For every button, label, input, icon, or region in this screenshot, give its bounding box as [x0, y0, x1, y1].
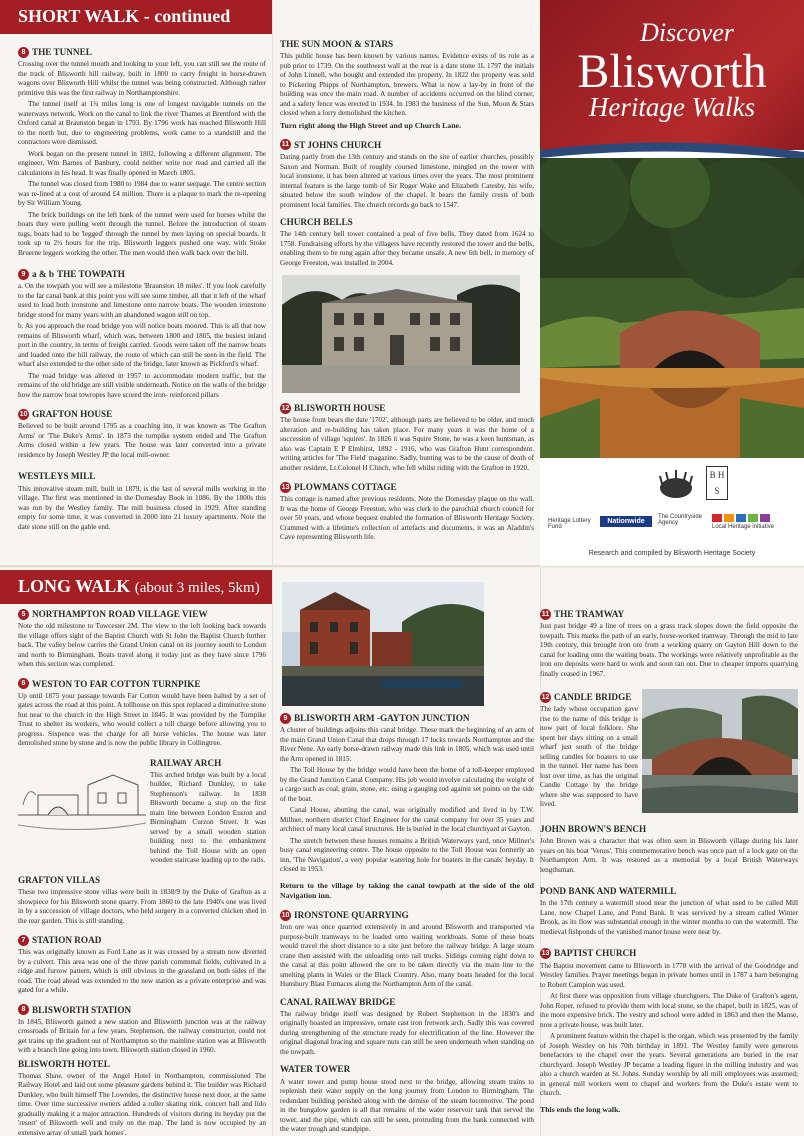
section-title: THE TUNNEL: [32, 47, 92, 57]
cover-title-heritage-walks: Heritage Walks: [588, 92, 756, 122]
section-title: ST JOHNS CHURCH: [294, 139, 382, 150]
paragraph: The road bridge was altered in 1957 to accommodate modern traffic, but the remains of the old bridge are still visible underneath. Notice on the walls of the bridge how the narrow boat towropes have scored the iron- reinforced pillars: [18, 371, 266, 399]
stop-number-badge: 5: [18, 609, 29, 620]
section-title: BLISWORTH HOUSE: [294, 403, 386, 413]
stop-number-badge: 7: [18, 935, 29, 946]
stop-number-badge: 9: [280, 713, 291, 724]
stop-number-badge: 11: [541, 610, 550, 618]
stop-number-badge: 9: [18, 269, 29, 280]
paragraph: In the 17th century a watermill stood near the junction of what used to be called Mill Lane, now Chapel Lane, and Pond Bank. It was serviced by a stream called Winter Brook, as its flow was substantial enough in the winter months to run the watermill. The medieval fishponds of the vanished manor house were near by.: [540, 899, 798, 936]
cover-title-blisworth: Blisworth: [577, 45, 767, 98]
paragraph: Note the old milestone to Towcester 2M. The view to the left looking back towards the village offers sight of the Baptist Church with St John the Baptist Church further back. The valley below carries the Grand Union canal on its journey south to London and north to Birmingham. Boats travel along it today just as they have since 1796 when this section was completed.: [18, 622, 266, 669]
cover-panel: [540, 0, 804, 566]
long-walk-column-3: [540, 604, 798, 1117]
section-title: WESTON TO FAR COTTON TURNPIKE: [32, 678, 201, 689]
long-walk-distance: (about 3 miles, 5km): [134, 580, 260, 596]
paragraph: The Toll House by the bridge would have been the home of a toll-keeper employed by the Grand Junction Canal Company. His job would involve calculating the weight of a cargo such as coal, grain, stone, etc. using a gauging rod against set points on the side of the boat.: [280, 766, 534, 803]
railway-arch-block: [18, 751, 266, 868]
heritage-lottery-fund-logo: Heritage Lottery Fund: [548, 518, 591, 530]
section-heading: [280, 909, 534, 921]
short-walk-column-2: [280, 38, 534, 270]
section-title: JOHN BROWN'S BENCH: [540, 824, 647, 835]
paragraph: At first there was opposition from village churchgoers. The Duke of Grafton's agent, John Roper, refused to provide them with local stone, so the chapel, built in 1825, was of the more expensive brick. The vestry and school were added in 1863 and then the Manse, now a private house, was built later.: [540, 992, 798, 1029]
paragraph: This public house has been known by various names. Evidence exists of its role as a pub prior to 1739. On the southwest wall at the rear is a date stone 1L 1797 the initials of John Linnell, who bought and extended the property. In 1822 the property was sold to Pickering Phipps of Northampton, brewers. What is now a lay-by in front of the building was once the main road. A number of accidents occurred on the blind corner, and a safety fence was erected in 1934. In 1983 the business of the Sun, Moon & Stars closed when a lorry demolished the kitchen.: [280, 52, 534, 118]
section-heading: [280, 402, 534, 414]
section-title: POND BANK AND WATERMILL: [540, 886, 677, 897]
section-heading: [18, 608, 266, 620]
paragraph: The lady whose occupation gave rise to the name of this bridge is now part of local folklore. She spent her days sitting on a small wharf just south of the bridge selling candles for boaters to use in the tunnel. Her name has been lost over time, as has the original Candle Cottage by the bridge where she was supposed to have lived.: [540, 705, 638, 809]
paragraph: This cottage is named after previous residents. Note the Domesday plaque on the wall. It was the home of George Freeston, who was clerk to the parochial church council for over 50 years, and whose bequest enabled the formation of Blisworth Heritage Society. Crammed with a lifetime's collection of artefacts and documents, it was an Aladdin's Cave representing Blisworth life.: [280, 495, 534, 542]
candle-bridge-text: [540, 683, 638, 813]
paragraph: John Brown was a character that was often seen in Blisworth village during his later years on his boat 'Venus'. This commemorative bench was once part of a lock gate on the Northampton Arm. It was restored as a memorial by a local British Waterways lengthsman.: [540, 837, 798, 874]
section-title: WESTLEYS MILL: [18, 471, 96, 482]
paragraph: Up until 1875 your passage towards Far Cotton would have been halted by a set of gates across the road at this point. A tollhouse on this spot replaced a diminutive stone hut near to the church in the High Street in 1845. It was provided by the Turnpike Trust to shelter its workers, who would collect a toll charge before allowing you to progress. Sixpence was the charge for all horse vehicles. The house was later demolished stone by stone and is now the public library in Collingtree.: [18, 691, 266, 748]
paragraph: Crossing over the tunnel mouth and looking to your left, you can still see the route of the track of Blisworth hill railway, built in 1800 to carry freight in horse-drawn wagons over Blisworth Hill whilst the tunnel was being constructed. Although rather primitive this was the first railway in Northamptonshire.: [18, 60, 266, 97]
paragraph: Work began on the present tunnel in 1802, following a different alignment. The engineer, Wm Barnes of Banbury, could neither write nor read and carried all the calculations in his head. It was finally opened in March 1805.: [18, 149, 266, 177]
section-heading: [18, 1004, 266, 1016]
section-title: THE TOWPATH: [56, 269, 125, 280]
long-walk-column-1: [18, 604, 266, 1136]
paragraph: The Baptist movement came to Blisworth in 1778 with the arrival of the Goodridge and Westley families. Prayer meetings began in private homes until in 1787 a barn belonging to Robert Campion was used.: [540, 961, 798, 989]
paragraph: The stretch between these houses remains a British Waterways yard, once Millner's busy canal engineering centre. The house opposite to the Toll House was formerly an inn, 'The Navigation', a very popular watering hole for boaters in the canals' heyday. It closed in 1953.: [280, 836, 534, 874]
short-walk-column-2b: [280, 402, 534, 545]
section-title: NORTHAMPTON ROAD VILLAGE VIEW: [32, 609, 208, 619]
paragraph: This innovative steam mill, built in 1879, is the last of several mills working in the village. The first was mentioned in the Domesday Book in 1086. By the 1800s this was run by the Westley family. The mill business closed in 1929. After standing empty for some time, it was converted in 2000 into 21 luxury apartments. Note the date stone still on the gable end.: [18, 484, 266, 531]
paragraph: The house front bears the date '1702', although parts are believed to be older, and much alteration and re-building has taken place. For many years it was the home of a succession of village 'squires'. In 1826 it was Squire Stone, he was a keen huntsman, as also was Captain E P Elmhirst, 1892 - 1916, who was Grafton Hunt correspondent. writing articles for 'The Field' magazine. Sadly, hunting was to be the cause of death of another resident, Lt.Colonel H Clinch, who fell whilst riding with the Grafton in 1920.: [280, 416, 534, 472]
paragraph: These two impressive stone villas were built in 1838/9 by the Duke of Grafton as a showpiece for his Blisworth stone quarry. From 1860 to the late 1940's one was lived in by a succession of village doctors, who held surgery in a converted chicken shed in the rear garden. This is still standing.: [18, 888, 266, 925]
section-title: STATION ROAD: [32, 935, 102, 946]
section-title: THE SUN MOON & STARS: [280, 39, 394, 49]
section-heading: [280, 481, 534, 493]
paragraph: The 14th century bell tower contained a peal of five bells. They dated from 1624 to 1758. Fundraising efforts by the villagers have recently restored the tower and the bells, enabling them to be rung again after they became unsafe. A new 6th bell, in memory of George Freeston, was installed in 2004.: [280, 230, 534, 267]
paragraph: a. On the towpath you will see a milestone 'Braunston 18 miles'. If you look carefully to the far canal bank at this point you will see some timber, all that it left of the wharf used to load both ironstone and limestone onto narrow boats. The wooden ironstone bridge stood for many years with an abandoned wagon still on top.: [18, 282, 266, 319]
section-title: GRAFTON VILLAS: [18, 874, 101, 885]
section-title: THE TRAMWAY: [554, 609, 625, 619]
long-walk-column-2: [280, 712, 534, 1136]
hedgehog-logo: [656, 470, 696, 500]
stop-number-badge: 12: [281, 404, 290, 412]
canal-houses-image: [282, 582, 484, 706]
local-heritage-initiative-logo: [712, 514, 800, 530]
section-title: BLISWORTH HOTEL: [18, 1058, 110, 1069]
stop-number-badge: 10: [281, 911, 290, 919]
paragraph: The brick buildings on the left bank of the tunnel were used for horses whilst the boats they were pulling went through the tunnel. Before the introduction of steam tugs, boats had to be 'legged' through the tunnel by men laying on special boards. It took up to 2½ hours for the trip. Blisworth leggers pushed one way, with Stoke Bruerne leggers working the other. The men would then walk back over the hill.: [18, 210, 266, 257]
paragraph: Just past bridge 49 a line of trees on a grass track slopes down the field opposite the towpath. This marks the path of an early, horse-worked tramway. Through the mid to late 19th century, this brought iron ore from a working quarry on Gayton Hill down to the canal for loading onto the waiting boats. The workings were relatively unprofitable as the iron ore deposits were hard to work and soon ran out. Due to cheaper imports quarrying finally ceased in 1967.: [540, 622, 798, 678]
section-heading: [280, 139, 534, 151]
section-title: IRONSTONE QUARRYING: [294, 910, 409, 921]
short-walk-banner: SHORT WALK - continued: [0, 0, 272, 34]
section-title: RAILWAY ARCH: [150, 757, 222, 768]
colour-blocks: [712, 514, 800, 522]
long-walk-banner: [0, 570, 272, 604]
paragraph: A prominent feature within the chapel is the organ, which was presented by the family of Joseph Westley on his 70th birthday in 1891. The Westley family were generous benefactors to the chapel over the years. Several generations are buried in the rear churchyard. Joseph Westley JP became a leading figure in the milling industry and was also a church warden at St. Johns. Sunday worship by all mill employees was assumed; in general mill workers went to chapel and workers from the Duke's estate went to church.: [540, 1032, 798, 1098]
stop-number-badge: 8: [18, 1004, 29, 1015]
railway-arch-text: [150, 751, 266, 868]
nationwide-logo: Nationwide: [600, 516, 652, 527]
paragraph: A cluster of buildings adjoins this canal bridge. These mark the beginning of an arm of the main Grand Union Canal that drops through 17 locks towards Northampton and the River Nene. An early horse-drawn railway made this link in 1805, which was used until the Arm opened in 1815.: [280, 726, 534, 763]
stop-number-badge: 13: [541, 949, 550, 957]
canal-bridge-cover-photo: [540, 158, 804, 458]
paragraph: Thomas Shaw, owner of the Angel Hotel in Northampton, commissioned The Railway Hotel and laid out some pleasure gardens behind it. The builder was Richard Dunkley, who built himself The Lowndes, the distinctive house next door, at the same time. Over time successive owners added a roller skating rink, concert hall and lido gradually making it a major attraction. Hundreds of visitors during its heyday put the 'resort' of Blisworth well and truly on the map. The land is now occupied by an extensive array of small 'park homes'.: [18, 1071, 266, 1136]
fold-line: [272, 0, 273, 1136]
railway-arch-sketch: [18, 765, 146, 845]
paragraph: Iron ore was once quarried extensively in and around Blisworth and transported via purpose-built tramways to be loaded onto waiting workboats. Some of these boats would travel the short distance to a site just before the railway bridge. A large steam crane then assisted with the unloading onto rail trucks. Sidings coming right down to the canal at this point allowed the ore to be taken directly via the main line to the smelting plants in Wales or the Black Country. Also, many boats headed for the local Hunsbury Blast Furnaces along the Northampton Arm of the canal.: [280, 923, 534, 989]
countryside-agency-logo: The Countryside Agency: [658, 514, 703, 526]
stop-number-badge: 8: [18, 47, 29, 58]
research-credit: Research and compiled by Blisworth Heritage Society: [588, 550, 756, 557]
paragraph: The tunnel was closed from 1980 to 1984 due to water seepage. The centre section was re-lined at a cost of around £4 million. There is a plaque to mark the re-opening by Sir William Young.: [18, 180, 266, 208]
stop-number-badge: 6: [18, 678, 29, 689]
short-walk-column-1: [18, 38, 266, 534]
section-title: GRAFTON HOUSE: [32, 409, 113, 420]
section-heading: [540, 608, 798, 620]
section-suffix: a & b: [32, 269, 54, 280]
paragraph: This arched bridge was built by a local builder, Richard Dunkley, to take Stephenson's railway. In 1838 Blisworth became a stop on the first main line between London Euston and Birmingham Curzon Street. It was served by a small wooden station building next to the embankment behind the Toll House with an open wooden staircase leading up to the rails.: [150, 770, 266, 865]
section-title: BAPTIST CHURCH: [554, 948, 637, 959]
section-title: CANDLE BRIDGE: [554, 692, 632, 703]
directions-text: Return to the village by taking the canal towpath at the side of the old Navigation inn.: [280, 880, 534, 900]
stop-number-badge: 13: [281, 483, 290, 491]
section-heading: [18, 46, 266, 58]
closing-text: This ends the long walk.: [540, 1104, 621, 1114]
paragraph: The tunnel itself at 1¾ miles long is one of longest navigable tunnels on the waterways network. Work on the canal to link the river Thames at Brentford with the Oxford canal at Braunston began in 1793. By 1796 work has reached Blisworth Hill to the north but, due to engineering problems, work came to a standstill and the contractors were dismissed.: [18, 100, 266, 147]
section-title: BLISWORTH ARM -GAYTON JUNCTION: [294, 713, 470, 723]
section-title: WATER TOWER: [280, 1064, 351, 1075]
stop-number-badge: 12: [541, 693, 550, 701]
house-photo-image: [282, 275, 520, 393]
section-title: BLISWORTH STATION: [32, 1004, 132, 1015]
stop-number-badge: 11: [281, 141, 290, 149]
candle-bridge-block: [540, 683, 798, 813]
paragraph: In 1845, Blisworth gained a new station and Blisworth junction was at the railway crossroads of Britain for a few years. Stephenson, the railway constructor, could not get trains up the gradient out of Northampton so the mainline station was at Blisworth with a branch line going into town. Blisworth station closed in 1960.: [18, 1017, 266, 1055]
section-heading: [540, 691, 638, 703]
blisworth-house-photo: [282, 275, 520, 393]
section-heading: [18, 408, 266, 420]
paragraph: Believed to be built around 1795 as a coaching inn, it was known as 'The Grafton Arms' or 'The Duke's Arms'. In 1873 the turnpike system ended and The Grafton Arms closed within a few years. The house was later converted into a private residence by Joseph Westley JP the local mill-owner.: [18, 422, 266, 459]
bhs-logo: B H S: [706, 466, 728, 500]
candle-bridge-photo: [642, 689, 798, 813]
section-heading: [280, 712, 534, 724]
section-heading: [18, 678, 266, 690]
paragraph: The railway bridge itself was designed by Robert Stephenson in the 1830's and originally boasted an impressive, ornate cast iron fretwork arch. Sadly this was covered during strengthening of the structure ready for electrification of the line. However the original diagonal bracing and square nuts can still be seen underneath when standing on the towpath.: [280, 1009, 534, 1056]
section-heading: [18, 934, 266, 946]
paragraph: This was originally known as Ford Lane as it was crossed by a stream now diverted by a culvert. This area was one of the three parish communal fields, cultivated in a ridge and furrow pattern, which is still obvious in the grassland on both sides of the road. The road ahead was extended to the new station as a private enterprise and was gated for a while.: [18, 948, 266, 995]
cover-title-discover: Discover: [640, 18, 734, 47]
section-title: CANAL RAILWAY BRIDGE: [280, 996, 396, 1007]
gayton-junction-photo: [282, 582, 484, 706]
section-title: CHURCH BELLS: [280, 217, 353, 228]
paragraph: b. As you approach the road bridge you will notice boats moored. This is all that now remains of Blisworth wharf, which was, between 1800 and 1805, the busiest inland port in the country, in terms of freight carried. Goods were taken off the narrow boats and loaded onto the hill railway, the route of which can still be seen in the field. The wharf also extended to the other side of the bridge, later known as Pickford's wharf.: [18, 322, 266, 369]
paragraph: Dating partly from the 13th century and stands on the site of earlier churches, possibly Saxon and Norman. Built of roughly coursed limestone, mingled on the tower with local ironstone, it has been altered at various times over the years. The most prominent internal feature is the large tomb of Sir Roger Wake and Elizabeth Catesby, his wife, situated below the south window of the chapel. It bears the family crests of both prominent local families. The church records go back to 1547.: [280, 153, 534, 209]
section-title: PLOWMANS COTTAGE: [294, 482, 397, 493]
stop-number-badge: 10: [19, 410, 28, 418]
paragraph: A water tower and pump house stood next to the bridge, allowing steam trains to replenish their water supply on the long journey from London to Birmingham. The redundant building perished along with the demise of the steam locomotive. The pond in the bungalow garden is all that remains of the water reservoir tank that served the tower, and the pipe, which can still be seen, protruding from the bank connected with the water trough and standpipe.: [280, 1077, 534, 1134]
section-heading: [540, 947, 798, 959]
directions-text: Turn right along the High Street and up Church Lane.: [280, 120, 461, 130]
paragraph: Canal House, abutting the canal, was originally modified and lived in by T.W. Millner, northern district Chief Engineer for the canal company for over 35 years and architect of many local canal structures. He is buried in the local churchyard at Gayton.: [280, 806, 534, 834]
section-heading: [18, 268, 266, 280]
local-heritage-label: Local Heritage initiative: [712, 524, 775, 530]
long-walk-title: LONG WALK: [18, 576, 131, 596]
